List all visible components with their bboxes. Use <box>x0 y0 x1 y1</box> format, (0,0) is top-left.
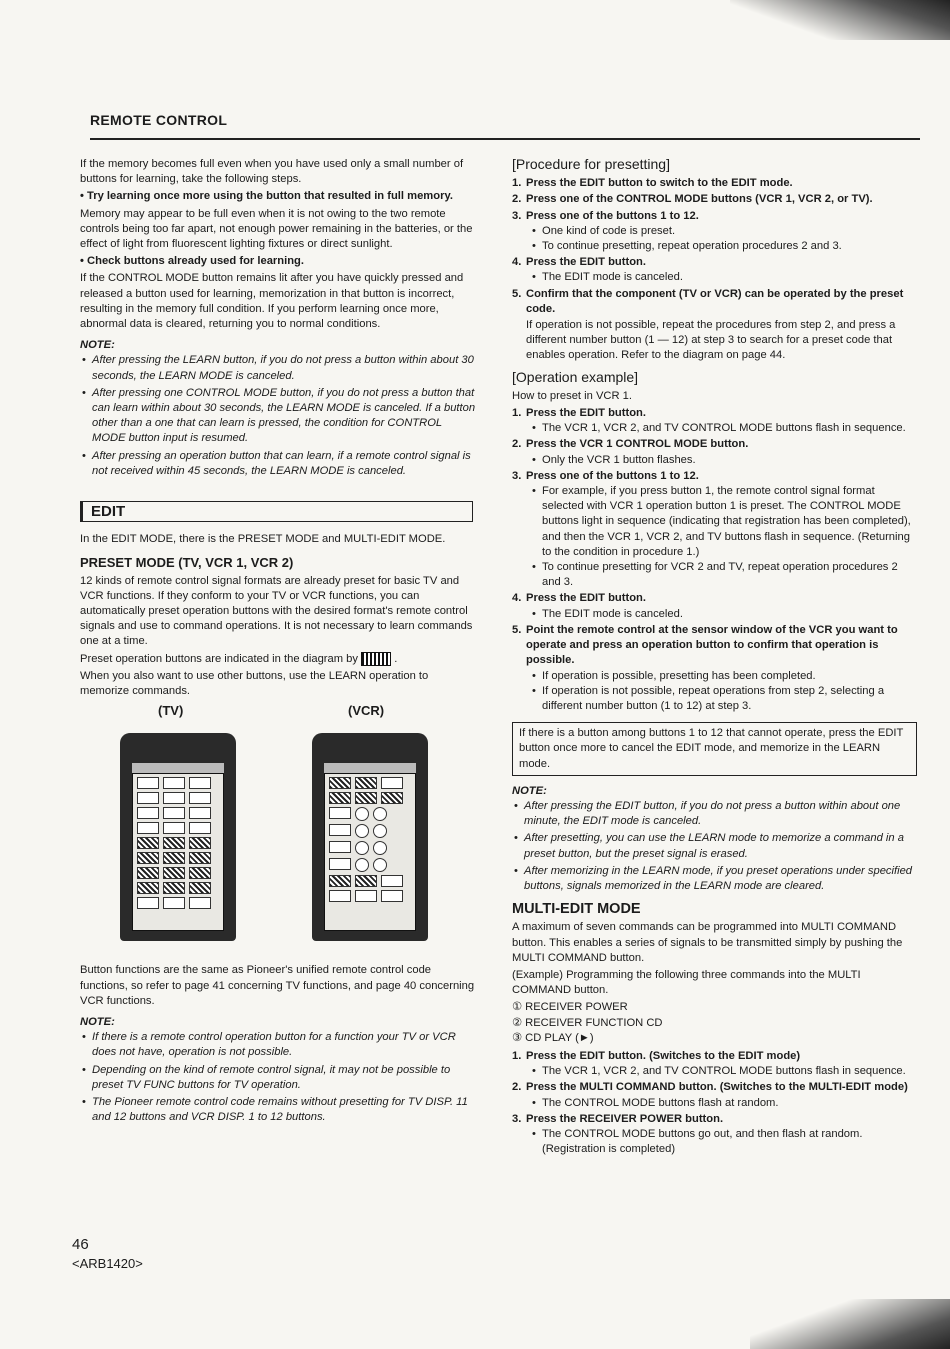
vcr-remote-diagram <box>312 733 428 941</box>
remote-display <box>132 763 224 773</box>
note-list <box>512 799 917 894</box>
note-item: • After memorizing in the LEARN mode, if you preset operations under specified buttons, signals memorized in the LEARN mode are cleared. <box>524 864 917 894</box>
step-item <box>512 176 917 191</box>
note-list <box>80 1030 477 1125</box>
note-item: • Depending on the kind of remote control signal, it may not be possible to preset TV FUNC buttons for TV operation. <box>92 1063 477 1093</box>
example-title: [Operation example] <box>512 368 639 385</box>
step-subitem: • To continue presetting, repeat operation procedures 2 and 3. <box>542 239 917 254</box>
edit-section-title: EDIT <box>80 501 473 522</box>
scan-shadow-top <box>730 0 950 40</box>
preset-indicated-text: Preset operation buttons are indicated in the diagram by <box>80 652 358 665</box>
step-subitem: • For example, if you press button 1, the remote control signal format selected with VCR 1 operation button 1 is preset. The CONTROL MODE buttons light in sequence (indicating that registration has been completed), and then the VCR 1, VCR 2, and TV buttons flash in sequence. (Returning to the condition in procedure 1.) <box>542 484 917 560</box>
note-item: • After pressing one CONTROL MODE button, if you do not press a button that can learn within about 30 seconds, the LEARN MODE is canceled. If a button other than a one that can learn is pressed, the condition for CONTROL MODE button input is resumed. <box>92 386 477 447</box>
command-item: ② RECEIVER FUNCTION CD <box>512 1016 663 1029</box>
multi-edit-steps <box>512 1049 917 1157</box>
step-subitem: • If operation is possible, presetting has been completed. <box>542 669 917 684</box>
step-number: 5. <box>512 623 522 636</box>
step-item <box>512 1112 917 1158</box>
note-heading: NOTE: <box>80 339 115 352</box>
step-text: Press one of the buttons 1 to 12. <box>526 469 699 482</box>
step-sublist <box>526 224 917 254</box>
step-number: 4. <box>512 592 522 605</box>
step-item <box>512 437 917 467</box>
step-text: Confirm that the component (TV or VCR) can be operated by the preset code. <box>526 287 904 315</box>
step-subitem: • The CONTROL MODE buttons go out, and then flash at random. (Registration is completed) <box>542 1127 917 1157</box>
step-item <box>512 406 917 436</box>
step-subitem: • The VCR 1, VCR 2, and TV CONTROL MODE buttons flash in sequence. <box>542 1064 917 1079</box>
step-subitem: • Only the VCR 1 button flashes. <box>542 453 917 468</box>
tip2-body: If the CONTROL MODE button remains lit after you have quickly pressed and released a button used for learning, memorization in that button is incorrect, resulting in the memory full condition. If you perform learning once more, abnormal data is cleared, returning you to normal conditions. <box>80 272 464 331</box>
note-heading: NOTE: <box>512 784 547 797</box>
multi-edit-body: A maximum of seven commands can be programmed into MULTI COMMAND button. This enables a series of signals to be transmitted simply by pushing the MULTI COMMAND button. <box>512 921 903 964</box>
step-text: Press one of the CONTROL MODE buttons (VCR 1, VCR 2, or TV). <box>526 193 873 206</box>
note-item: • After pressing an operation button that can learn, if a remote control signal is not received within 45 seconds, the LEARN MODE is canceled. <box>92 449 477 479</box>
step-text: Press the MULTI COMMAND button. (Switches to the MULTI-EDIT mode) <box>526 1081 908 1094</box>
step-number: 4. <box>512 256 522 269</box>
tv-remote-diagram <box>120 733 236 941</box>
step-text: Press the EDIT button to switch to the EDIT mode. <box>526 177 793 190</box>
step-subitem: • The VCR 1, VCR 2, and TV CONTROL MODE buttons flash in sequence. <box>542 421 917 436</box>
cannot-operate-box: If there is a button among buttons 1 to 12 that cannot operate, press the EDIT button once more to cancel the EDIT mode, and memorize in the LEARN mode. <box>512 722 917 776</box>
step-text: Press the RECEIVER POWER button. <box>526 1112 724 1125</box>
step-number: 2. <box>512 193 522 206</box>
step-number: 2. <box>512 438 522 451</box>
example-steps <box>512 406 917 714</box>
note-item: • After pressing the EDIT button, if you do not press a button within about one minute, the EDIT mode is canceled. <box>524 799 917 829</box>
tip1-body: Memory may appear to be full even when it is not owing to the two remote controls being too far apart, not enough power remaining in the batteries, or the effect of light from fluorescent lighting fixtures or direct sunlight. <box>80 207 473 251</box>
step-item <box>512 623 917 714</box>
vcr-label: (VCR) <box>348 703 385 719</box>
procedure-title: [Procedure for presetting] <box>512 156 670 172</box>
preset-learn: When you also want to use other buttons, use the LEARN operation to memorize commands. <box>80 669 429 698</box>
tip2-heading: • Check buttons already used for learning. <box>80 255 304 268</box>
step-sublist <box>526 484 917 590</box>
step-item <box>512 591 917 621</box>
page-number: 46 <box>72 1236 89 1253</box>
step-sublist <box>526 270 917 285</box>
step-number: 3. <box>512 1112 522 1125</box>
note-item: • After presetting, you can use the LEARN mode to memorize a command in a preset button, but the preset signal is erased. <box>524 831 917 861</box>
scan-shadow-bottom <box>750 1299 950 1349</box>
intro-text: If the memory becomes full even when you have used only a small number of buttons for learning, take the following steps. <box>80 158 464 186</box>
step-item <box>512 1080 917 1110</box>
step-subitem: • The EDIT mode is canceled. <box>542 607 917 622</box>
note-item: • If there is a remote control operation button for a function your TV or VCR does not have, operation is not possible. <box>92 1030 477 1060</box>
step-number: 5. <box>512 287 522 300</box>
step-text: Press the VCR 1 CONTROL MODE button. <box>526 438 749 451</box>
step-text: Press the EDIT button. (Switches to the EDIT mode) <box>526 1049 801 1062</box>
preset-indicated: Preset operation buttons are indicated in the diagram by . <box>80 652 398 665</box>
preset-mode-title: PRESET MODE (TV, VCR 1, VCR 2) <box>80 555 294 571</box>
step-sublist <box>526 453 917 468</box>
step-item <box>512 255 917 285</box>
step-text: Press the EDIT button. <box>526 407 646 420</box>
note-item: • After pressing the LEARN button, if you do not press a button within about 30 seconds, the LEARN MODE is canceled. <box>92 353 477 383</box>
step-number: 1. <box>512 177 522 190</box>
step-item <box>512 192 917 207</box>
step-number: 3. <box>512 209 522 222</box>
note-list <box>80 353 477 479</box>
step-text: Press the EDIT button. <box>526 592 646 605</box>
step-subitem: • One kind of code is preset. <box>542 224 917 239</box>
step-sublist <box>526 1096 917 1111</box>
left-column <box>80 157 477 1127</box>
step-subitem: • The CONTROL MODE buttons flash at random. <box>542 1096 917 1111</box>
step-item <box>512 1049 917 1079</box>
tv-label: (TV) <box>158 703 184 719</box>
step-number: 1. <box>512 407 522 420</box>
command-item: ③ CD PLAY (►) <box>512 1031 594 1044</box>
step-number: 2. <box>512 1081 522 1094</box>
step-item <box>512 287 917 317</box>
note-item: • The Pioneer remote control code remains without presetting for TV DISP. 11 and 12 buttons and VCR DISP. 1 to 12 buttons. <box>92 1095 477 1125</box>
step-item <box>512 469 917 591</box>
multi-edit-title: MULTI-EDIT MODE <box>512 901 641 918</box>
note-heading: NOTE: <box>80 1015 115 1028</box>
step-text: Press one of the buttons 1 to 12. <box>526 209 699 222</box>
procedure-step5-body: If operation is not possible, repeat the procedures from step 2, and press a different number button (1 — 12) at step 3 to search for a preset code that enables operation. Refer to the diagram on page 44. <box>526 319 896 362</box>
command-item: ① RECEIVER POWER <box>512 1001 628 1014</box>
step-text: Press the EDIT button. <box>526 256 646 269</box>
step-sublist <box>526 669 917 715</box>
step-sublist <box>526 421 917 436</box>
step-sublist <box>526 607 917 622</box>
step-subitem: • The EDIT mode is canceled. <box>542 270 917 285</box>
remote-face <box>324 773 416 931</box>
remote-diagrams <box>80 703 477 953</box>
multi-edit-example: (Example) Programming the following three commands into the MULTI COMMAND button. <box>512 968 861 997</box>
preset-hatch-icon <box>361 652 391 666</box>
page-header: REMOTE CONTROL <box>90 112 228 128</box>
step-subitem: • To continue presetting for VCR 2 and TV, repeat operation procedures 2 and 3. <box>542 560 917 590</box>
remote-display <box>324 763 416 773</box>
header-rule <box>90 138 920 140</box>
functions-text: Button functions are the same as Pioneer's unified remote control code functions, so refer to page 41 concerning TV functions, and page 40 concerning VCR functions. <box>80 964 475 1007</box>
example-intro: How to preset in VCR 1. <box>512 389 633 402</box>
step-item <box>512 209 917 255</box>
right-column <box>512 157 917 1158</box>
step-subitem: • If operation is not possible, repeat operations from step 2, selecting a different number button (1 to 12) at step 3. <box>542 684 917 714</box>
step-text: Point the remote control at the sensor window of the VCR you want to operate and press an operation button to confirm that operation is possible. <box>526 623 898 667</box>
preset-body: 12 kinds of remote control signal formats are already preset for basic TV and VCR functions. If they conform to your TV or VCR functions, you can automatically preset operation buttons with the desired format's remote control signals and use to command operations. It is not necessary to learn commands one at a time. <box>80 574 473 648</box>
tip1-heading: • Try learning once more using the button that resulted in full memory. <box>80 190 453 203</box>
step-number: 3. <box>512 469 522 482</box>
edit-intro: In the EDIT MODE, there is the PRESET MODE and MULTI-EDIT MODE. <box>80 533 446 546</box>
document-code: <ARB1420> <box>72 1256 143 1271</box>
step-number: 1. <box>512 1049 522 1062</box>
step-sublist <box>526 1127 917 1157</box>
remote-face <box>132 773 224 931</box>
step-sublist <box>526 1064 917 1079</box>
procedure-steps <box>512 176 917 317</box>
